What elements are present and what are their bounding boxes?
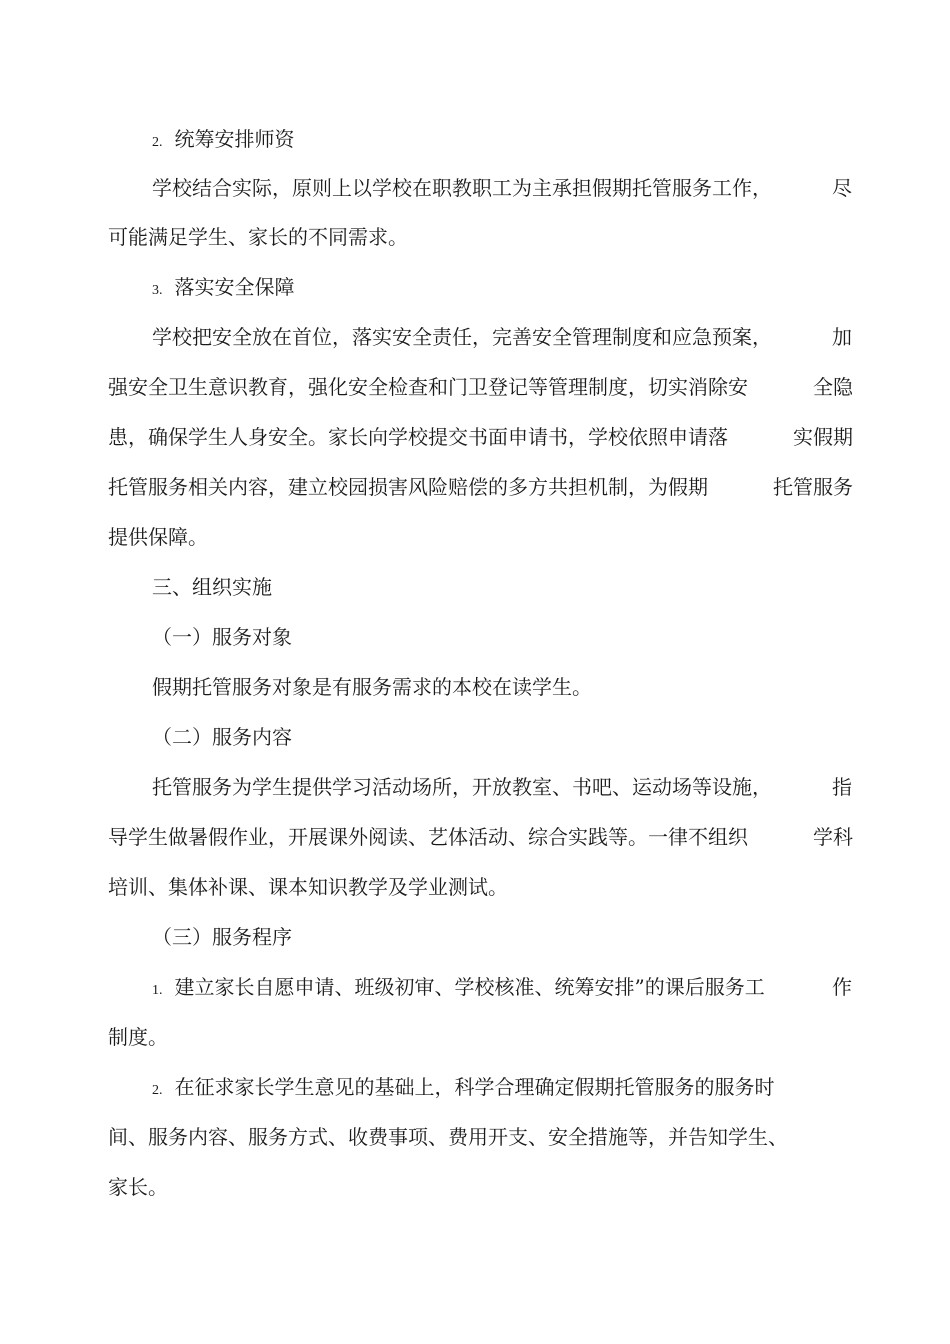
line-text: 学校结合实际，原则上以学校在职教职工为主承担假期托管服务工作， [152, 176, 772, 200]
line-text: 托管服务相关内容，建立校园损害风险赔偿的多方共担机制，为假期 [108, 475, 708, 499]
paragraph-line [152, 324, 852, 350]
line-text: 强安全卫生意识教育，强化安全检查和门卫登记等管理制度，切实消除安 [108, 375, 748, 399]
line-text: 家长。 [108, 1175, 168, 1199]
heading-text: （三）服务程序 [152, 925, 292, 949]
line-tail: 学科 [813, 825, 853, 849]
paragraph-line [152, 175, 852, 201]
paragraph-line [108, 1174, 853, 1200]
line-text: 提供保障。 [108, 525, 208, 549]
subsection-heading [152, 724, 852, 750]
heading-text: （二）服务内容 [152, 725, 292, 749]
heading-text: 落实安全保障 [174, 275, 295, 299]
line-text: 患，确保学生人身安全。家长向学校提交书面申请书，学校依照申请落 [108, 425, 728, 449]
paragraph-line [108, 424, 853, 450]
list-heading-staffing [152, 126, 852, 156]
list-number: 2. [152, 135, 163, 150]
paragraph-line [108, 824, 853, 850]
list-heading-safety [152, 274, 852, 304]
paragraph-line [108, 1124, 853, 1150]
paragraph-line [108, 1024, 853, 1050]
line-text: 假期托管服务对象是有服务需求的本校在读学生。 [152, 675, 592, 699]
paragraph-line [152, 774, 852, 800]
line-tail: 全隐 [813, 375, 853, 399]
line-tail: 指 [832, 775, 852, 799]
heading-text: 统筹安排师资 [174, 127, 295, 151]
line-text: 在征求家长学生意见的基础上，科学合理确定假期托管服务的服务时 [174, 1075, 775, 1099]
line-tail: 托管服务 [773, 475, 853, 499]
line-text: 制度。 [108, 1025, 168, 1049]
list-item [152, 974, 852, 1004]
list-number: 1. [152, 983, 163, 998]
heading-text: （一）服务对象 [152, 625, 292, 649]
line-text: 间、服务内容、服务方式、收费事项、费用开支、安全措施等，并告知学生、 [108, 1125, 788, 1149]
line-text: 建立家长自愿申请、班级初审、学校核准、统筹安排”的课后服务工 [174, 975, 765, 999]
line-tail: 作 [832, 975, 852, 999]
line-text: 托管服务为学生提供学习活动场所，开放教室、书吧、运动场等设施， [152, 775, 772, 799]
paragraph-line [108, 374, 853, 400]
paragraph-line [108, 474, 853, 500]
paragraph-line [108, 224, 853, 250]
list-number: 2. [152, 1083, 163, 1098]
section-heading [152, 574, 852, 600]
list-item [152, 1074, 852, 1104]
heading-text: 三、组织实施 [152, 575, 272, 599]
line-text: 可能满足学生、家长的不同需求。 [108, 225, 408, 249]
line-tail: 尽 [832, 176, 852, 200]
subsection-heading [152, 624, 852, 650]
paragraph-line [108, 524, 853, 550]
line-tail: 实假期 [793, 425, 853, 449]
subsection-heading [152, 924, 852, 950]
line-text: 导学生做暑假作业，开展课外阅读、艺体活动、综合实践等。一律不组织 [108, 825, 748, 849]
line-tail: 加 [832, 325, 852, 349]
paragraph-line [152, 674, 852, 700]
line-text: 学校把安全放在首位，落实安全责任，完善安全管理制度和应急预案， [152, 325, 772, 349]
list-number: 3. [152, 283, 163, 298]
paragraph-line [108, 874, 853, 900]
line-text: 培训、集体补课、课本知识教学及学业测试。 [108, 875, 508, 899]
